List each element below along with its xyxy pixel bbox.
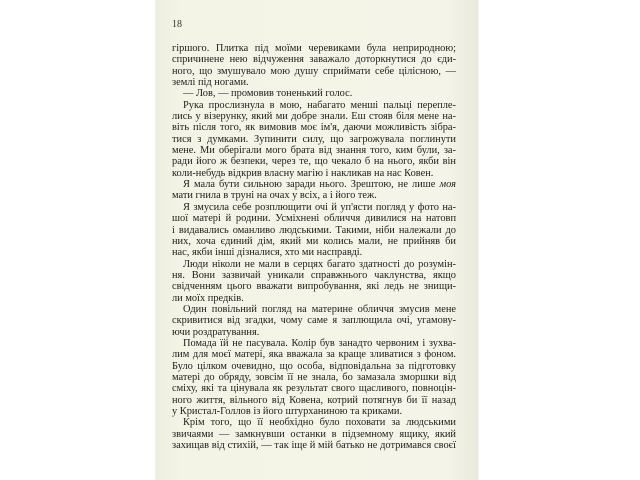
line-text: Я мала бути сильною заради нього. Зрештою, не лише — [183, 179, 440, 191]
line-text: скривитися від згадки, чому саме я заплющила очі, угамову- — [172, 315, 456, 327]
line-text: — Лов, — промовив тоненький голос. — [183, 88, 353, 100]
line-text: мати гнила в труні на очах у всіх, а і його теж. — [172, 190, 377, 202]
line-text: Було цілком очевидно, що особа, відповідальна за підготовку — [172, 360, 456, 372]
text-line — [172, 440, 456, 451]
line-text: шої матері й родини. Усміхнені обличчя дивилися на натовп — [172, 213, 456, 225]
line-text: звичаями — замкнувши останки в підземному ящику, який — [172, 428, 456, 440]
text-line — [172, 236, 456, 247]
line-text: Крім того, що її необхідно було поховати за людськими — [183, 417, 456, 429]
text-line — [172, 111, 456, 122]
line-text: ради його ж безпеки, через те, що чекало б на нього, якби він — [172, 156, 456, 168]
text-line — [172, 100, 456, 111]
text-line — [172, 202, 456, 213]
line-text: гіршого. Плитка під моїми черевиками була неприродною; — [172, 43, 456, 54]
text-line — [172, 327, 456, 338]
line-text: ня. Вони зазвичай уникали справжнього чаклунства, якщо — [172, 269, 456, 281]
text-line — [172, 270, 456, 281]
body-text — [172, 43, 456, 451]
text-line — [172, 213, 456, 224]
text-line — [172, 179, 456, 190]
emphasized-word: моя — [439, 179, 456, 191]
text-line — [172, 168, 456, 179]
line-text: у Кристал-Голлов із його штурханиною та криками. — [172, 406, 403, 417]
line-text: захищав від стихій, — так іще й мій батько не дотримався своєї — [172, 440, 456, 452]
line-text: лим для моєї матері, яка вважала за краще зливатися з фоном. — [172, 349, 456, 361]
page-number: 18 — [172, 19, 182, 30]
paragraph — [172, 100, 456, 179]
paragraph — [172, 417, 456, 451]
text-line — [172, 304, 456, 315]
line-text: мене. Ми оберігали мого брата від знання того, ким були, за- — [172, 145, 456, 157]
line-text: свідченням цього вважати випробування, які ледь не знищи- — [172, 281, 456, 293]
line-text: ного, що змушувало мою душу сприймати себе цілісною, — — [172, 65, 456, 77]
text-line — [172, 54, 456, 65]
text-line — [172, 122, 456, 133]
text-line — [172, 77, 456, 88]
text-line — [172, 361, 456, 372]
paragraph — [172, 43, 456, 88]
line-text: Люди ніколи не мали в серцях багато здатності до розумін- — [183, 258, 456, 270]
line-text: ли моїх предків. — [172, 292, 244, 304]
text-line — [172, 372, 456, 383]
line-text: нас, якби інші дізналися, хто ми насправді. — [172, 247, 363, 259]
text-line — [172, 43, 456, 54]
text-line — [172, 88, 456, 99]
line-text: тися з думками. Зупинити силу, що загрожувала поглинути — [172, 133, 456, 145]
text-line — [172, 259, 456, 270]
line-text: Помада їй не пасувала. Колір був занадто червоним і зухва- — [183, 337, 456, 349]
line-text: ючи роздратування. — [172, 326, 260, 338]
text-line — [172, 134, 456, 145]
line-text: сміху, які та цінувала як результат свого щасливого, повноцін- — [172, 383, 456, 395]
text-line — [172, 417, 456, 428]
paragraph — [172, 88, 456, 99]
line-text: і видавались оманливо людськими. Такими, ніби належали до — [172, 224, 456, 236]
text-line — [172, 429, 456, 440]
text-line — [172, 349, 456, 360]
line-text: них, хоча єдиний дім, який ми колись мали, не прийняв би — [172, 235, 456, 247]
paragraph — [172, 179, 456, 202]
text-line — [172, 190, 456, 201]
text-line — [172, 145, 456, 156]
line-text: Я змусила себе розплющити очі й уп'ясти погляд у фото на- — [183, 201, 456, 213]
text-line — [172, 315, 456, 326]
line-text: лись у візерунку, який ми добре знали. Еш стояв біля мене на- — [172, 111, 456, 123]
text-line — [172, 293, 456, 304]
line-text: матері до обряду, зовсім її не знала, бо замазала зморшки від — [172, 371, 456, 383]
paragraph — [172, 338, 456, 417]
paragraph — [172, 202, 456, 259]
line-text: віть після того, як вимовив моє ім'я, даючи можливість зібра- — [172, 122, 456, 134]
text-line — [172, 225, 456, 236]
line-text: Один повільний погляд на материне обличчя змусив мене — [183, 303, 456, 315]
text-line — [172, 383, 456, 394]
text-line — [172, 247, 456, 258]
line-text: спричинене нею відчуження заважало доторкнутися до єди- — [172, 54, 456, 66]
line-text: Рука прослизнула в мою, набагато менші пальці перепле- — [183, 99, 456, 111]
paragraph — [172, 304, 456, 338]
text-line — [172, 395, 456, 406]
text-line — [172, 406, 456, 417]
text-line — [172, 156, 456, 167]
line-text: коли-небудь відкрив власну магію і накликав на нас Ковен. — [172, 167, 434, 179]
paragraph — [172, 259, 456, 304]
text-line — [172, 66, 456, 77]
line-text: ного життя, вільного від Ковена, котрий потягнув би її назад — [172, 394, 456, 406]
text-line — [172, 338, 456, 349]
line-text: землі під ногами. — [172, 77, 249, 89]
text-line — [172, 281, 456, 292]
book-page — [156, 0, 478, 480]
